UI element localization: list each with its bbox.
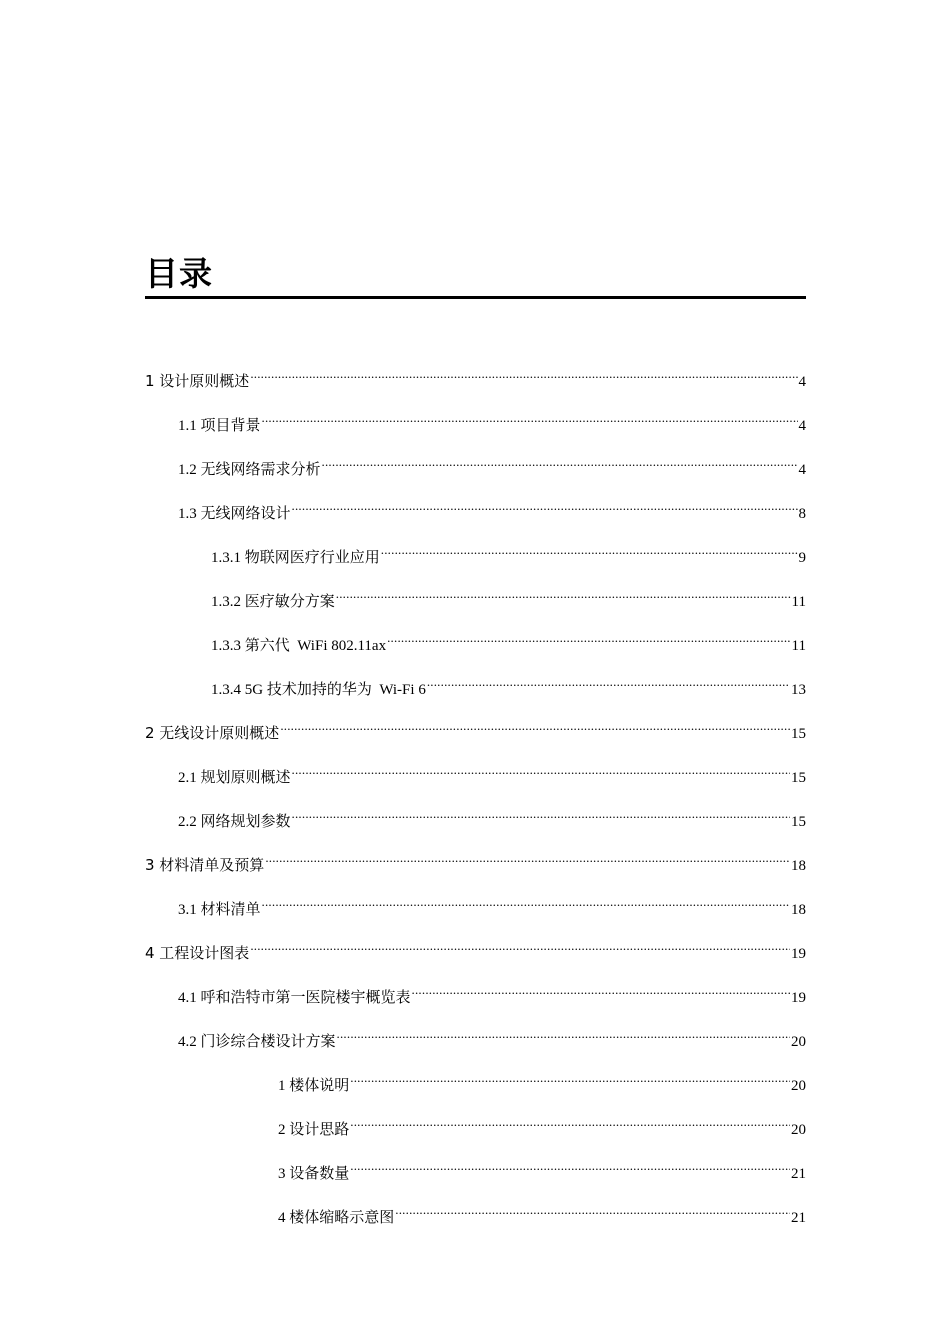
toc-entry-label: 1.3 无线网络设计 <box>178 506 291 522</box>
toc-page-number: 15 <box>791 726 806 742</box>
toc-entry[interactable] <box>145 714 806 742</box>
toc-leader <box>350 1154 790 1178</box>
toc-leader <box>336 582 791 606</box>
toc-entry-label: 3 材料清单及预算 <box>145 856 265 874</box>
toc-entry-label: 1 设计原则概述 <box>145 372 250 390</box>
toc-page-number: 20 <box>791 1034 806 1050</box>
toc-entry-label: 1.3.2 医疗敏分方案 <box>211 594 335 610</box>
toc-page-number: 13 <box>791 682 806 698</box>
toc-entry[interactable] <box>211 538 806 566</box>
toc-page-number: 18 <box>791 902 806 918</box>
toc-entry[interactable] <box>211 670 806 698</box>
toc-page-number: 15 <box>791 814 806 830</box>
toc-entry-label: 1.2 无线网络需求分析 <box>178 462 321 478</box>
toc-entry-label: 1.3.4 5G 技术加持的华为 Wi-Fi 6 <box>211 682 426 698</box>
toc-page-number: 21 <box>791 1166 806 1182</box>
toc-leader <box>395 1198 790 1222</box>
toc-leader <box>250 934 790 958</box>
toc-page-number: 21 <box>791 1210 806 1226</box>
toc-entry-label: 2.2 网络规划参数 <box>178 814 291 830</box>
toc-leader <box>292 758 790 782</box>
toc-entry-label: 3 设备数量 <box>278 1166 350 1182</box>
toc-leader <box>322 450 798 474</box>
toc-page-number: 11 <box>791 638 806 654</box>
toc-leader <box>292 802 790 826</box>
toc-entry[interactable] <box>178 450 806 478</box>
toc-leader <box>280 714 790 738</box>
toc-page-number: 9 <box>798 550 806 566</box>
toc-entry-label: 1.1 项目背景 <box>178 418 261 434</box>
toc-entry[interactable] <box>178 494 806 522</box>
toc-entry[interactable] <box>278 1066 806 1094</box>
toc-page-number: 11 <box>791 594 806 610</box>
toc-page-number: 19 <box>791 946 806 962</box>
toc-leader <box>262 406 798 430</box>
toc-leader <box>427 670 790 694</box>
toc-entry-label: 1.3.3 第六代 WiFi 802.11ax <box>211 638 387 654</box>
toc-leader <box>412 978 790 1002</box>
toc-entry-label: 4.2 门诊综合楼设计方案 <box>178 1034 336 1050</box>
toc-leader <box>262 890 790 914</box>
toc-entry[interactable] <box>278 1154 806 1182</box>
toc-page-number: 4 <box>798 462 806 478</box>
toc-entry[interactable] <box>145 934 806 962</box>
toc-entry-label: 2.1 规划原则概述 <box>178 770 291 786</box>
toc-leader <box>292 494 798 518</box>
toc-entry[interactable] <box>145 362 806 390</box>
toc-entry-label: 2 设计思路 <box>278 1122 350 1138</box>
toc-entry[interactable] <box>178 802 806 830</box>
toc-page-number: 20 <box>791 1122 806 1138</box>
toc-entry[interactable] <box>178 1022 806 1050</box>
toc-entry-label: 3.1 材料清单 <box>178 902 261 918</box>
toc-entry-label: 4 工程设计图表 <box>145 944 250 962</box>
toc-page-number: 18 <box>791 858 806 874</box>
toc-heading <box>145 252 806 299</box>
toc-page-number: 20 <box>791 1078 806 1094</box>
toc-title: 目录 <box>145 254 213 293</box>
toc-entry-label: 2 无线设计原则概述 <box>145 724 280 742</box>
toc-entry[interactable] <box>211 626 806 654</box>
toc-page-number: 4 <box>798 374 806 390</box>
toc-page-number: 8 <box>798 506 806 522</box>
toc-entry-label: 1 楼体说明 <box>278 1078 350 1094</box>
toc-entry-label: 4 楼体缩略示意图 <box>278 1210 395 1226</box>
toc-leader <box>350 1066 790 1090</box>
toc-entry-label: 4.1 呼和浩特市第一医院楼宇概览表 <box>178 990 411 1006</box>
toc-leader <box>381 538 798 562</box>
toc-entry-label: 1.3.1 物联网医疗行业应用 <box>211 550 380 566</box>
toc-page-number: 19 <box>791 990 806 1006</box>
toc-leader <box>337 1022 790 1046</box>
toc-page-number: 4 <box>798 418 806 434</box>
toc-leader <box>265 846 790 870</box>
toc-leader <box>250 362 797 386</box>
toc-leader <box>387 626 790 650</box>
toc-entry[interactable] <box>145 846 806 874</box>
toc-entry[interactable] <box>278 1198 806 1226</box>
toc-page-number: 15 <box>791 770 806 786</box>
toc-entry[interactable] <box>178 406 806 434</box>
toc-entry[interactable] <box>178 978 806 1006</box>
toc-entry[interactable] <box>211 582 806 610</box>
toc-entry[interactable] <box>278 1110 806 1138</box>
toc-leader <box>350 1110 790 1134</box>
toc-entry[interactable] <box>178 758 806 786</box>
toc-entry[interactable] <box>178 890 806 918</box>
